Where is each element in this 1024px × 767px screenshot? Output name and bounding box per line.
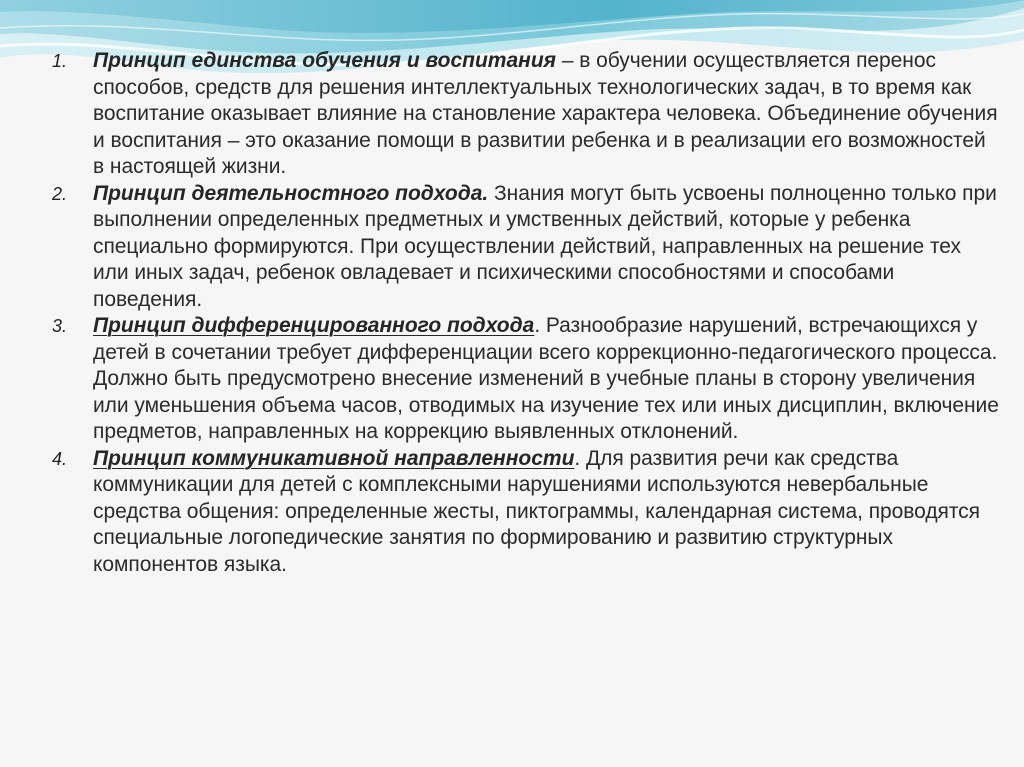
principle-number: 2. <box>52 183 68 204</box>
principle-text: – в обучении осуществляется перенос способов, средств для решения интеллектуальных технологических задач, в то время как воспитание оказывает влияние на становление характера человека. Объединение обучения и воспитания – это оказание помощи в развитии ребенка и в реализации его возможностей в настоящей жизни. <box>93 49 998 178</box>
principle-item-4 <box>52 446 1002 579</box>
principle-heading: Принцип дифференцированного подхода <box>93 314 535 337</box>
principle-number: 3. <box>52 316 68 336</box>
principle-text: . Для развития речи как средства коммуникации для детей с комплексными нарушениями используются невербальные средства общения: определенные жесты, пиктограммы, календарная система, проводятся специальные логопедические занятия по формированию и развитию структурных компонентов языка. <box>93 446 980 576</box>
principle-text: . Разнообразие нарушений, встречающихся у детей в сочетании требует дифференциации всего коррекционно-педагогического процесса. Должно быть предусмотрено внесение изменений в учебные планы в сторону увеличения или уменьшения объема часов, отводимых на изучение тех или иных дисциплин, включение предметов, направленных на коррекцию выявленных отклонений. <box>93 314 999 443</box>
principle-number: 1. <box>52 51 68 71</box>
principle-heading: Принцип деятельностного подхода. <box>93 181 489 205</box>
principle-item-3 <box>52 313 1002 446</box>
principles-list <box>52 48 1002 578</box>
principle-heading: Принцип коммуникативной направленности <box>93 446 575 470</box>
principle-heading: Принцип единства обучения и воспитания <box>93 49 557 72</box>
principle-text: Знания могут быть усвоены полноценно только при выполнении определенных предметных и умственных действий, которые у ребенка специально формируются. При осуществлении действий, направленных на решение тех или иных задач, ребенок овладевает и психическими способностями и способами поведения. <box>93 181 997 311</box>
principle-item-1 <box>52 48 1002 181</box>
principle-item-2 <box>52 181 1002 314</box>
principles-content <box>52 48 1002 578</box>
principle-number: 4. <box>52 448 68 469</box>
